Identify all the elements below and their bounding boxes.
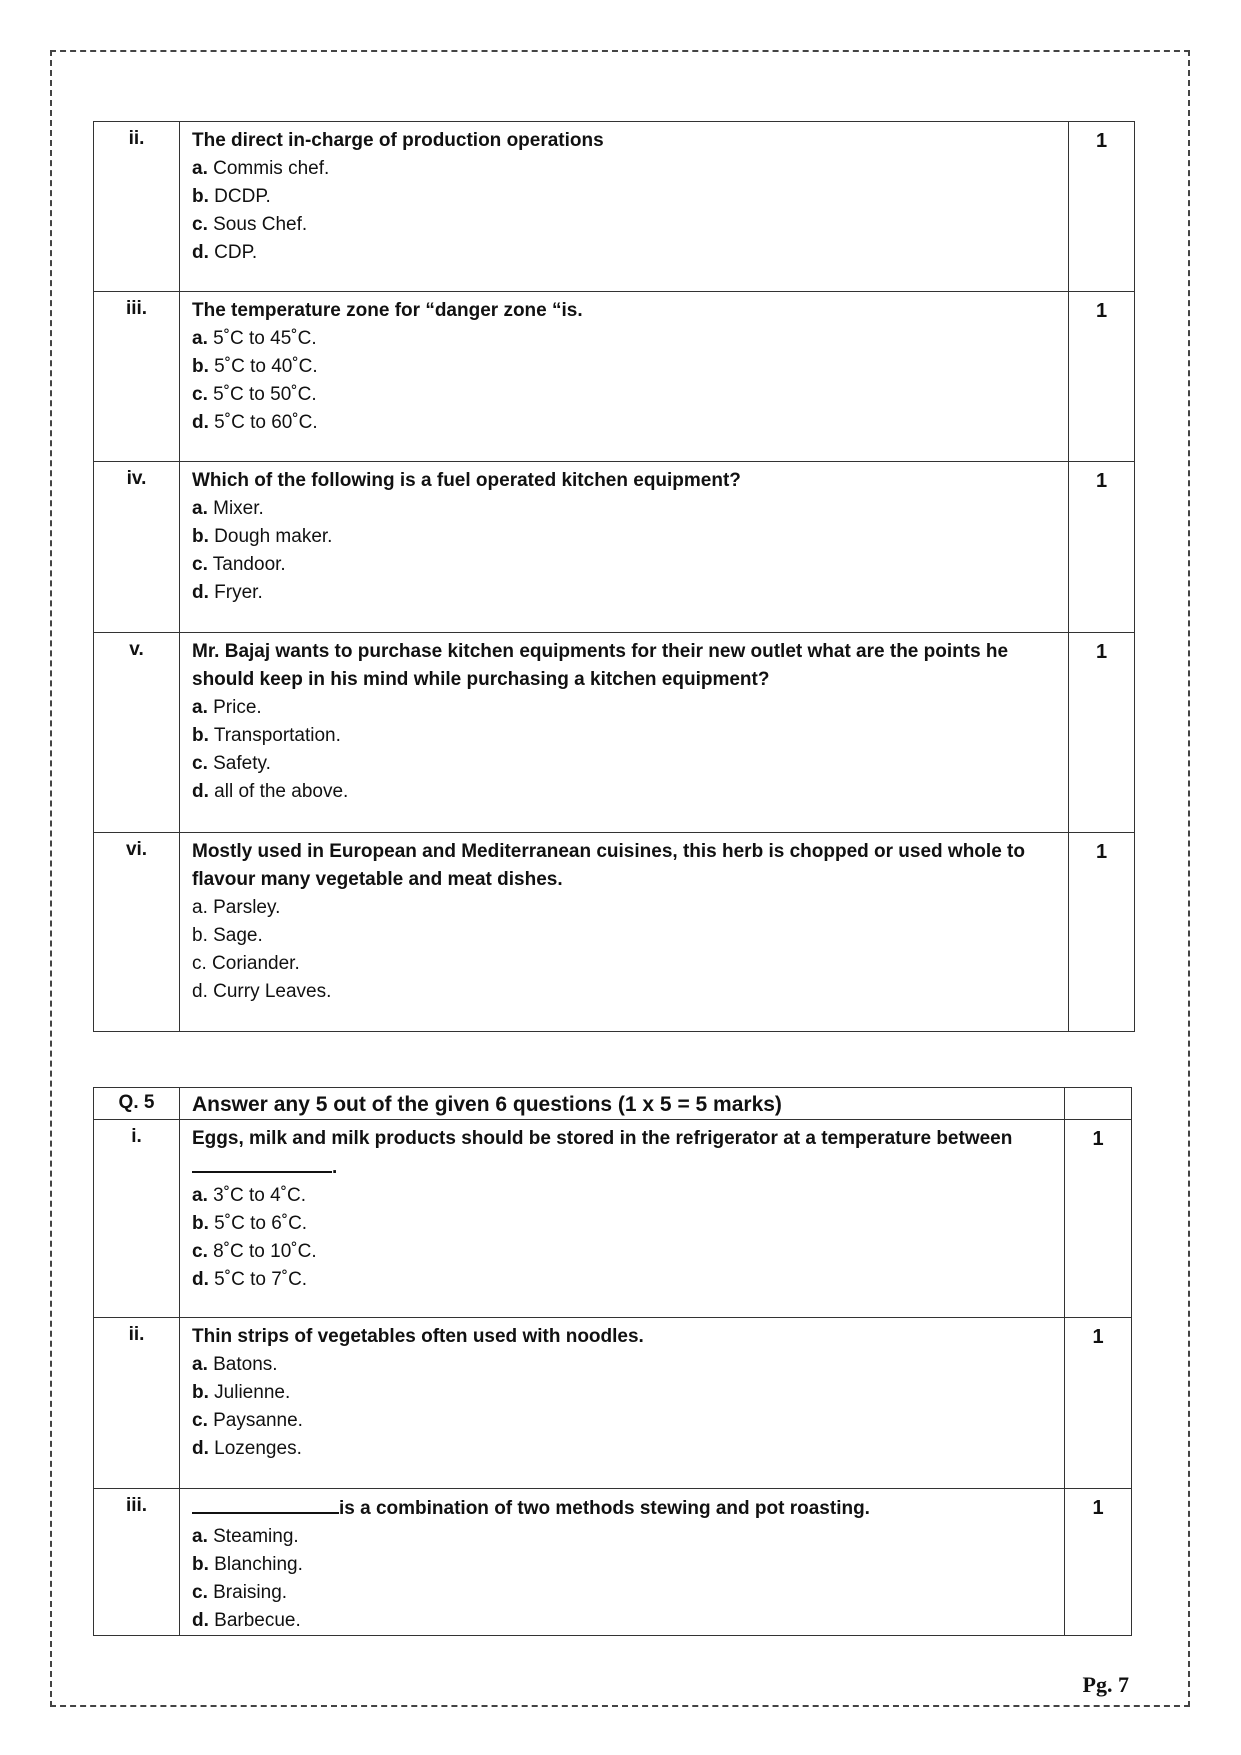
option-d: d. 5˚C to 60˚C. [192, 412, 318, 433]
answer-blank [192, 1494, 339, 1514]
question-stem: Mostly used in European and Mediterranean cuisines, this herb is chopped or used whole to flavour many vegetable and meat dishes. [192, 841, 1025, 890]
marks: 1 [1069, 292, 1135, 462]
option-c: c. Tandoor. [192, 554, 286, 575]
option-a: a. 5˚C to 45˚C. [192, 328, 317, 349]
marks: 1 [1065, 1120, 1132, 1318]
option-b: b. DCDP. [192, 186, 271, 207]
table-row [94, 633, 1135, 833]
question-number: v. [94, 633, 180, 833]
option-d: d. all of the above. [192, 781, 349, 802]
option-b: b. Blanching. [192, 1554, 303, 1575]
option-b: b. 5˚C to 40˚C. [192, 356, 318, 377]
table-row [94, 122, 1135, 292]
question-number: iii. [94, 1489, 180, 1636]
option-a: a. Steaming. [192, 1526, 299, 1547]
option-b: b. Sage. [192, 925, 263, 946]
table-row [94, 833, 1135, 1032]
question-cell [180, 1120, 1065, 1318]
option-a: a. Mixer. [192, 498, 264, 519]
question-stem: is a combination of two methods stewing and pot roasting. [192, 1494, 1052, 1523]
question-cell [180, 633, 1069, 833]
option-d: d. Curry Leaves. [192, 981, 332, 1002]
question-stem: Thin strips of vegetables often used with noodles. [192, 1326, 644, 1347]
option-d: d. Barbecue. [192, 1610, 301, 1631]
option-d: d. 5˚C to 7˚C. [192, 1269, 308, 1290]
question-stem: The direct in-charge of production operations [192, 130, 604, 151]
option-a: a. Price. [192, 697, 262, 718]
question-number: vi. [94, 833, 180, 1032]
marks: 1 [1069, 122, 1135, 292]
option-c: c. Braising. [192, 1582, 288, 1603]
option-d: d. CDP. [192, 242, 258, 263]
question-number: iii. [94, 292, 180, 462]
option-b: b. Dough maker. [192, 526, 333, 547]
table-row [94, 1489, 1132, 1636]
question-cell [180, 1318, 1065, 1489]
option-b: b. 5˚C to 6˚C. [192, 1213, 308, 1234]
page-number: Pg. 7 [1082, 1672, 1129, 1697]
option-c: c. 5˚C to 50˚C. [192, 384, 317, 405]
question-stem: Which of the following is a fuel operated kitchen equipment? [192, 470, 741, 491]
question-stem: Eggs, milk and milk products should be stored in the refrigerator at a temperature between. [192, 1128, 1013, 1178]
marks: 1 [1065, 1318, 1132, 1489]
option-d: d. Fryer. [192, 582, 263, 603]
question-stem: Mr. Bajaj wants to purchase kitchen equipments for their new outlet what are the points he should keep in his mind while purchasing a kitchen equipment? [192, 641, 1009, 690]
table-row [94, 292, 1135, 462]
option-b: b. Transportation. [192, 725, 341, 746]
question-cell [180, 122, 1069, 292]
question-number: i. [94, 1120, 180, 1318]
questions-table-1 [93, 121, 1135, 1032]
table-row [94, 1318, 1132, 1489]
option-a: a. 3˚C to 4˚C. [192, 1185, 307, 1206]
option-a: a. Commis chef. [192, 158, 330, 179]
option-c: c. 8˚C to 10˚C. [192, 1241, 317, 1262]
marks: 1 [1069, 633, 1135, 833]
question-number: ii. [94, 1318, 180, 1489]
option-a: a. Batons. [192, 1354, 278, 1375]
option-c: c. Coriander. [192, 953, 300, 974]
section-number: Q. 5 [94, 1088, 180, 1120]
question-cell [180, 833, 1069, 1032]
option-c: c. Paysanne. [192, 1410, 303, 1431]
question-number: iv. [94, 462, 180, 633]
marks-header [1065, 1088, 1132, 1120]
question-cell [180, 1489, 1065, 1636]
section-instructions: Answer any 5 out of the given 6 questions (1 x 5 = 5 marks) [180, 1088, 1065, 1120]
marks: 1 [1065, 1489, 1132, 1636]
question-cell [180, 292, 1069, 462]
option-c: c. Safety. [192, 753, 271, 774]
table-row [94, 1120, 1132, 1318]
question-cell [180, 462, 1069, 633]
option-a: a. Parsley. [192, 897, 281, 918]
section-header-row [94, 1088, 1132, 1120]
question-stem: The temperature zone for “danger zone “is. [192, 300, 583, 321]
answer-blank [192, 1153, 332, 1173]
marks: 1 [1069, 833, 1135, 1032]
option-c: c. Sous Chef. [192, 214, 308, 235]
option-d: d. Lozenges. [192, 1438, 302, 1459]
marks: 1 [1069, 462, 1135, 633]
question-number: ii. [94, 122, 180, 292]
questions-table-2 [93, 1087, 1132, 1636]
table-row [94, 462, 1135, 633]
option-b: b. Julienne. [192, 1382, 291, 1403]
